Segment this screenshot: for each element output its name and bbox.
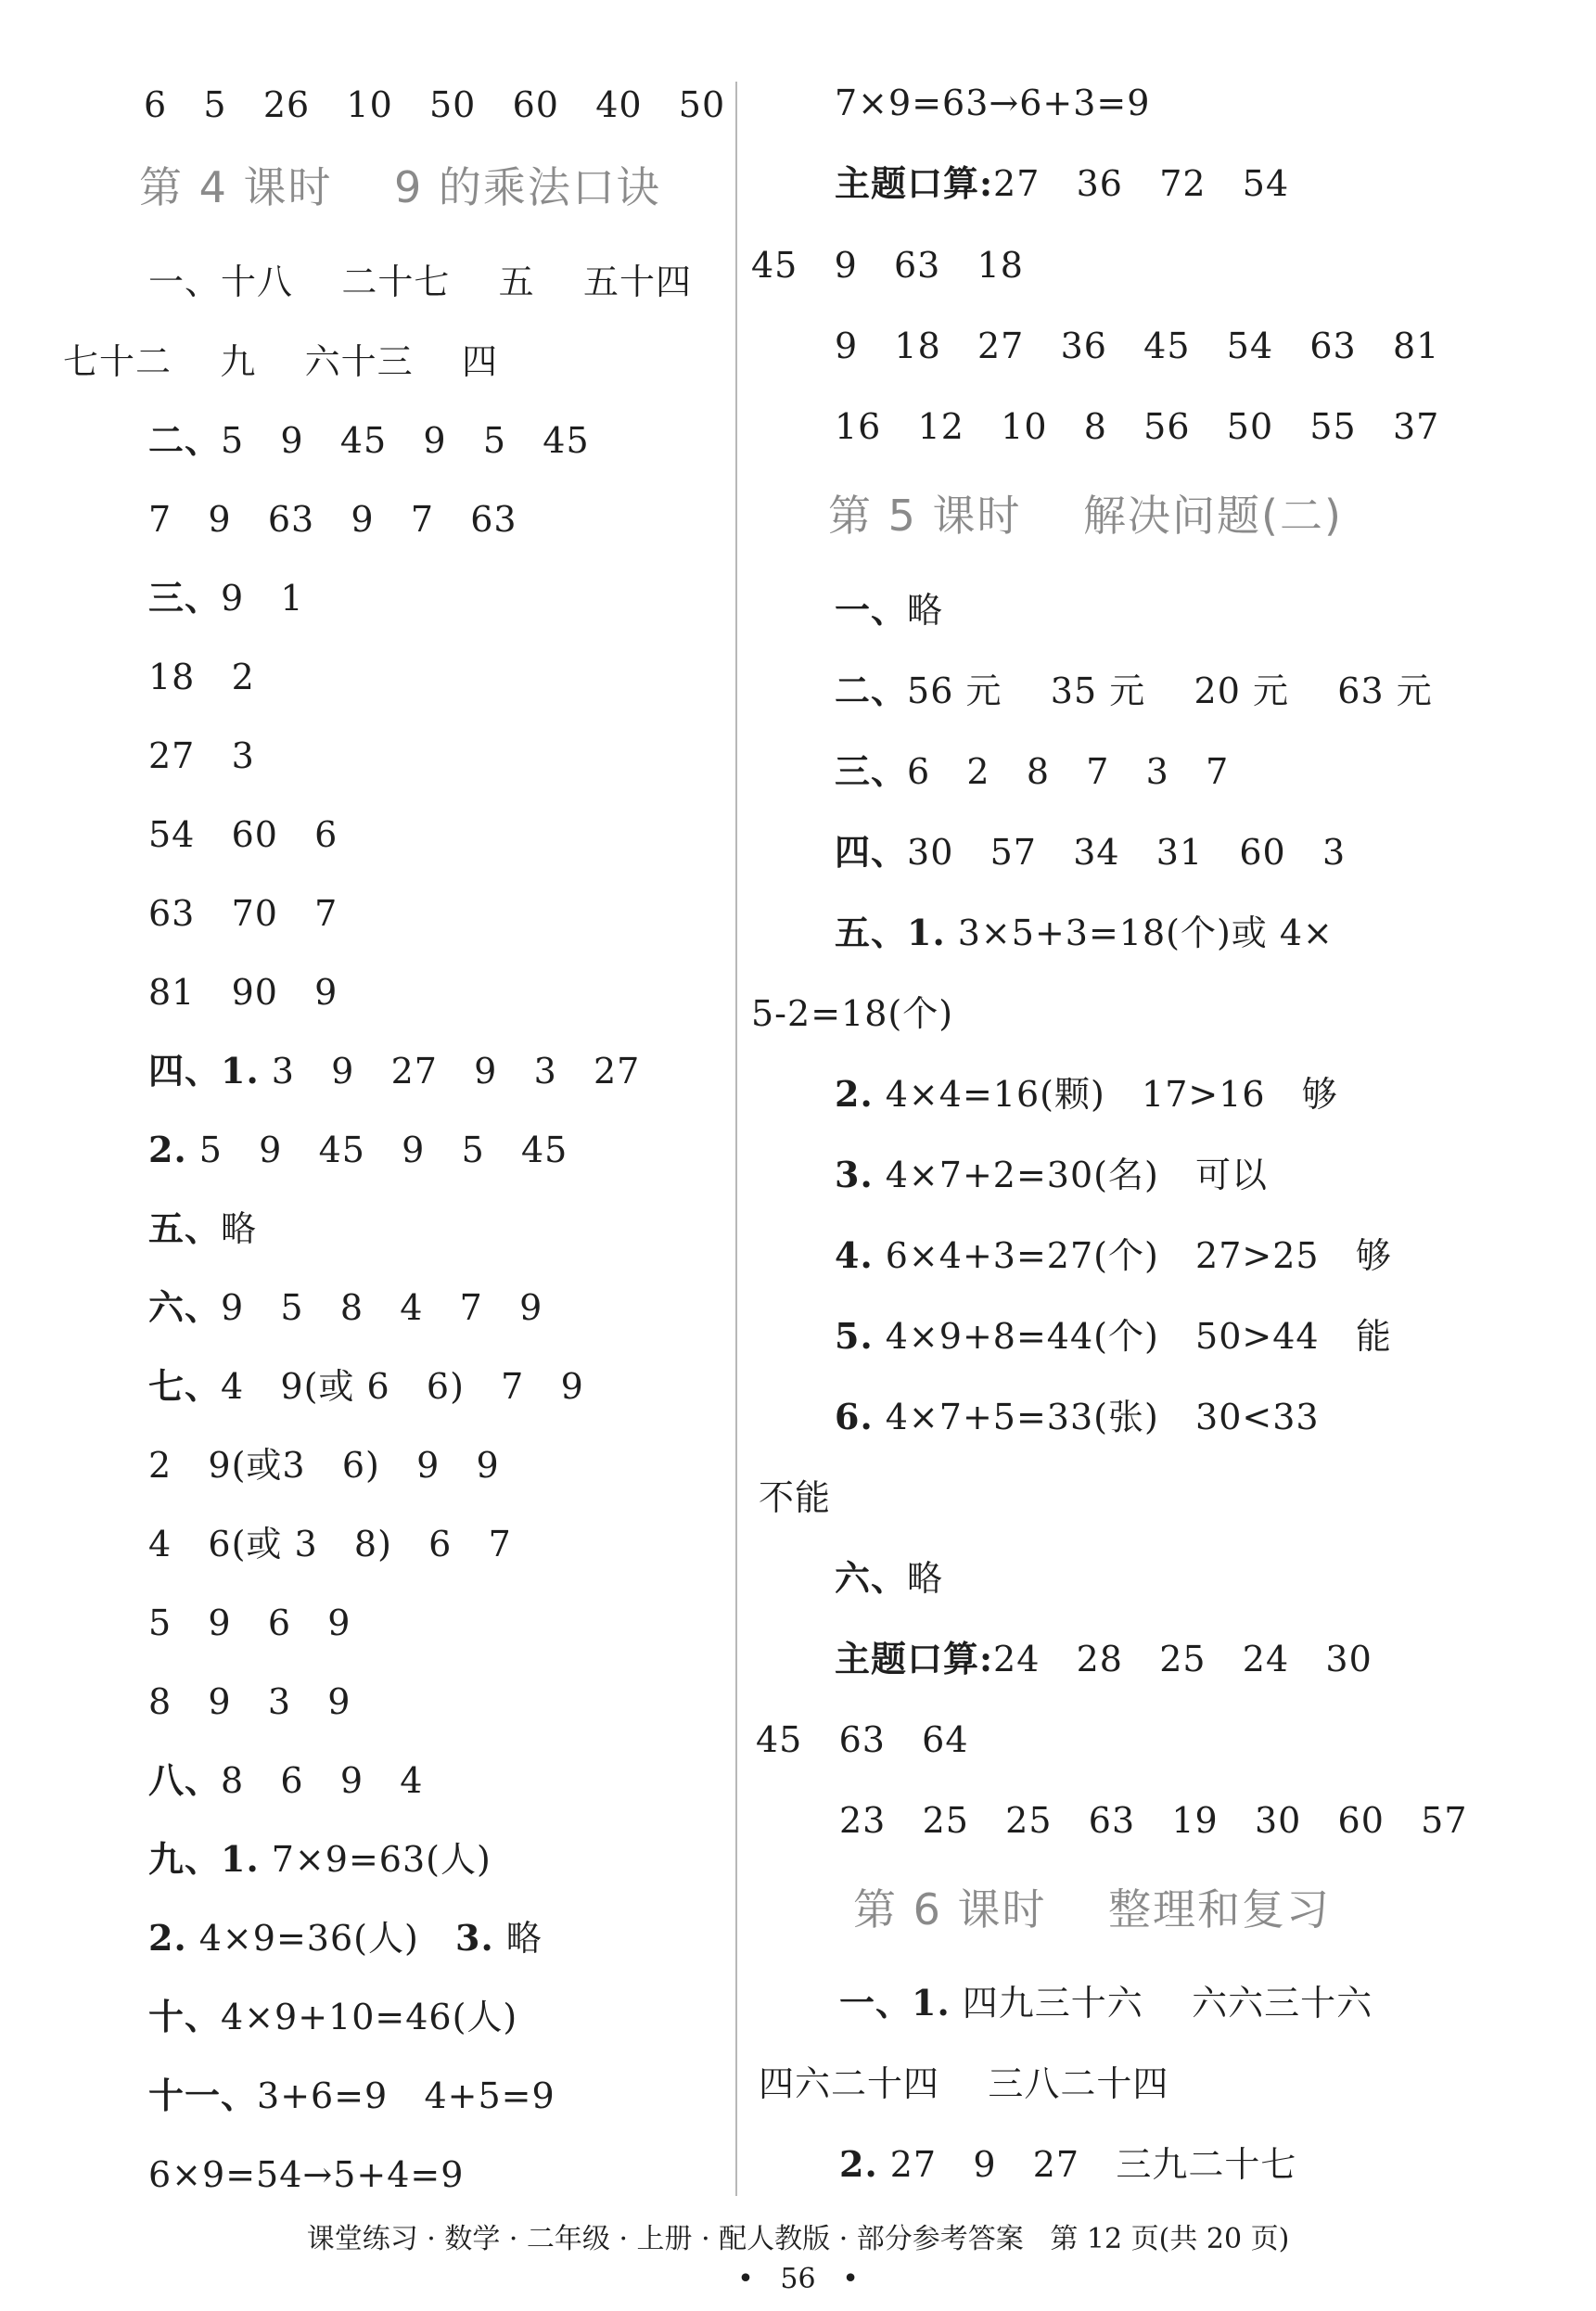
- answer-values: 27 36 72 54: [993, 163, 1290, 204]
- section-label: 五、: [148, 1207, 222, 1249]
- answer-line: 63 70 7: [148, 893, 338, 934]
- lesson-heading-4: 第 4 课时 9 的乘法口诀: [139, 162, 661, 212]
- answer-line: [148, 1286, 543, 1329]
- answer-line: 5-2=18(个): [751, 993, 954, 1034]
- answer-line: 8 9 3 9: [148, 1681, 351, 1722]
- item-number: 2.: [839, 2143, 878, 2185]
- answer-line: [835, 1557, 943, 1600]
- answer-values: 略: [907, 590, 944, 631]
- answer-line: 7 9 63 9 7 63: [148, 499, 517, 540]
- item-number: 2.: [148, 1129, 187, 1170]
- item-number: 5.: [835, 1315, 874, 1357]
- answer-line: 23 25 25 63 19 30 60 57: [839, 1800, 1468, 1841]
- lesson-heading-5: 第 5 课时 解决问题(二): [828, 491, 1343, 541]
- answer-line: 16 12 10 8 56 50 55 37: [835, 406, 1440, 447]
- answer-values: 6 2 8 7 3 7: [907, 751, 1230, 792]
- column-divider: [735, 82, 737, 2196]
- answer-line: 2 9(或3 6) 9 9: [148, 1445, 500, 1486]
- answer-values: 4×7+5=33(张) 30<33: [873, 1397, 1320, 1437]
- item-number: 2.: [835, 1073, 874, 1115]
- answer-line: [839, 1982, 1373, 2024]
- answer-values: 4×9=36(人): [186, 1918, 456, 1959]
- answer-values: 4×4=16(颗) 17>16 够: [873, 1074, 1338, 1115]
- answer-line: 9 18 27 36 45 54 63 81: [835, 326, 1440, 366]
- section-label: 一、1.: [839, 1982, 951, 2024]
- section-label: 二、: [148, 419, 222, 461]
- item-number: 3.: [455, 1917, 494, 1959]
- answer-line: [148, 1838, 492, 1881]
- answer-line: [839, 2143, 1296, 2186]
- answer-values: 4 9(或 6 6) 7 9: [221, 1366, 584, 1407]
- answer-line: [835, 1073, 1338, 1116]
- answer-line: [835, 1396, 1320, 1438]
- answer-values: 3 9 27 9 3 27: [259, 1051, 641, 1092]
- answer-line: [148, 1759, 423, 1802]
- answer-line: [148, 419, 590, 462]
- answer-line: [835, 1154, 1268, 1196]
- answer-line: 6 5 26 10 50 60 40 50: [144, 84, 726, 125]
- lesson-heading-6: 第 6 课时 整理和复习: [853, 1884, 1331, 1934]
- answer-line: 一、十八 二十七 五 五十四: [148, 262, 692, 302]
- answer-line: 18 2: [148, 657, 255, 697]
- section-label: 七、: [148, 1365, 222, 1407]
- footer-book-info: 课堂练习 · 数学 · 二年级 · 上册 · 配人教版 · 部分参考答案 第 12 页(共 20 页): [306, 2223, 1290, 2255]
- answer-line: 45 63 64: [756, 1719, 969, 1760]
- answer-values: 6×4+3=27(个) 27>25 够: [873, 1235, 1392, 1276]
- item-number: 4.: [835, 1234, 874, 1276]
- answer-values: 略: [221, 1208, 258, 1249]
- answer-values: 7×9=63(人): [259, 1839, 492, 1880]
- section-label: 六、: [835, 1557, 908, 1599]
- answer-line: 七十二 九 六十三 四: [63, 341, 498, 382]
- answer-values: 27 9 27 三九二十七: [877, 2144, 1297, 2185]
- section-label: 六、: [148, 1286, 222, 1328]
- answer-line: [835, 1638, 1373, 1680]
- answer-line: 四六二十四 三八二十四: [759, 2063, 1169, 2104]
- answer-line: [835, 1315, 1392, 1358]
- answer-line: 6×9=54→5+4=9: [148, 2154, 465, 2195]
- answer-line: [835, 912, 1334, 954]
- section-label: 主题口算:: [835, 162, 994, 204]
- answer-line: 不能: [759, 1477, 832, 1518]
- answer-values: 5 9 45 9 5 45: [186, 1130, 568, 1170]
- answer-line: [148, 2075, 555, 2117]
- answer-line: [835, 1234, 1392, 1277]
- answer-values: 四九三十六 六六三十六: [950, 1983, 1373, 2024]
- answer-line: [148, 1129, 568, 1171]
- answer-line: [148, 577, 304, 619]
- section-label: 九、1.: [148, 1838, 260, 1880]
- answer-values: 略: [907, 1558, 944, 1599]
- section-label: 十一、: [148, 2075, 258, 2116]
- answer-values: 3×5+3=18(个)或 4×: [945, 913, 1334, 953]
- answer-line: [835, 670, 1433, 712]
- answer-line: 81 90 9: [148, 972, 338, 1013]
- section-label: 三、: [835, 750, 908, 792]
- answer-line: 45 9 63 18: [751, 245, 1024, 286]
- answer-values: 24 28 25 24 30: [993, 1639, 1373, 1679]
- answer-values: 5 9 45 9 5 45: [221, 420, 590, 461]
- section-label: 四、1.: [148, 1050, 260, 1092]
- answer-values: 略: [493, 1918, 543, 1959]
- answer-line: 27 3: [148, 735, 255, 776]
- section-label: 二、: [835, 670, 908, 711]
- answer-line: 54 60 6: [148, 814, 338, 855]
- answer-line: [835, 831, 1346, 874]
- answer-line: 7×9=63→6+3=9: [835, 83, 1151, 123]
- answer-line: [835, 750, 1229, 793]
- page-number: • 56 •: [737, 2263, 859, 2295]
- answer-line: 4 6(或 3 8) 6 7: [148, 1524, 512, 1564]
- section-label: 四、: [835, 831, 908, 873]
- answer-line: [148, 1207, 257, 1250]
- answer-values: 9 1: [221, 578, 304, 619]
- answer-values: 8 6 9 4: [221, 1760, 424, 1801]
- item-number: 3.: [835, 1154, 874, 1195]
- answer-line: [835, 589, 943, 632]
- answer-values: 4×9+8=44(个) 50>44 能: [873, 1316, 1392, 1357]
- answer-values: 30 57 34 31 60 3: [907, 832, 1347, 873]
- answer-values: 9 5 8 4 7 9: [221, 1287, 543, 1328]
- answer-line: [835, 162, 1289, 205]
- answer-values: 4×9+10=46(人): [221, 1997, 518, 2037]
- section-label: 十、: [148, 1996, 222, 2037]
- answer-line: 5 9 6 9: [148, 1602, 351, 1643]
- item-number: 2.: [148, 1917, 187, 1959]
- section-label: 三、: [148, 577, 222, 619]
- section-label: 一、: [835, 589, 908, 631]
- answer-line: [148, 1917, 543, 1960]
- section-label: 主题口算:: [835, 1638, 994, 1679]
- section-label: 八、: [148, 1759, 222, 1801]
- item-number: 6.: [835, 1396, 874, 1437]
- answer-line: [148, 1365, 584, 1408]
- section-label: 五、1.: [835, 912, 946, 953]
- answer-line: [148, 1050, 640, 1092]
- answer-line: [148, 1996, 517, 2038]
- answer-values: 56 元 35 元 20 元 63 元: [907, 670, 1433, 711]
- answer-values: 3+6=9 4+5=9: [257, 2075, 555, 2116]
- answer-values: 4×7+2=30(名) 可以: [873, 1155, 1269, 1195]
